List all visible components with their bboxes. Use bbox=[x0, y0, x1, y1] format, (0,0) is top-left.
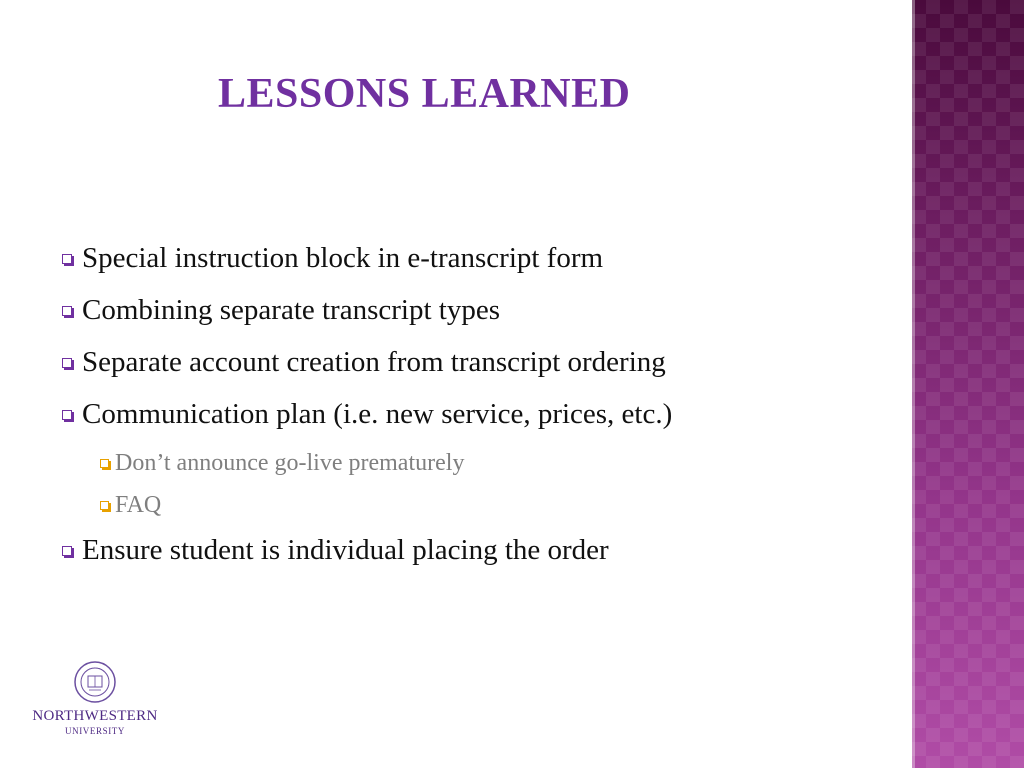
sub-bullet-text: FAQ bbox=[115, 492, 162, 518]
checkbox-bullet-icon bbox=[62, 410, 72, 420]
decorative-side-band bbox=[912, 0, 1024, 768]
sub-bullet-text: Don’t announce go-live prematurely bbox=[115, 450, 465, 476]
bullet-text: Separate account creation from transcript ordering bbox=[82, 346, 666, 378]
bullet-list bbox=[62, 240, 902, 584]
sub-bullet-item bbox=[62, 490, 902, 520]
checkbox-bullet-icon bbox=[62, 254, 72, 264]
bullet-text: Combining separate transcript types bbox=[82, 294, 500, 326]
checkbox-bullet-icon bbox=[62, 358, 72, 368]
sub-bullet-item bbox=[62, 448, 902, 478]
bullet-item bbox=[62, 532, 902, 568]
bullet-item bbox=[62, 396, 902, 432]
bullet-text: Ensure student is individual placing the order bbox=[82, 534, 609, 566]
university-logo bbox=[30, 660, 160, 736]
slide-title: LESSONS LEARNED bbox=[218, 71, 631, 117]
checkbox-bullet-icon bbox=[100, 459, 109, 468]
university-seal-icon bbox=[73, 660, 117, 704]
logo-subname: UNIVERSITY bbox=[65, 726, 125, 736]
bullet-item bbox=[62, 292, 902, 328]
bullet-item bbox=[62, 344, 902, 380]
logo-name: NORTHWESTERN bbox=[32, 708, 158, 724]
checkbox-bullet-icon bbox=[62, 306, 72, 316]
bullet-text: Communication plan (i.e. new service, prices, etc.) bbox=[82, 398, 673, 430]
bullet-text: Special instruction block in e-transcript form bbox=[82, 242, 604, 274]
bullet-item bbox=[62, 240, 902, 276]
checkbox-bullet-icon bbox=[100, 501, 109, 510]
checkbox-bullet-icon bbox=[62, 546, 72, 556]
